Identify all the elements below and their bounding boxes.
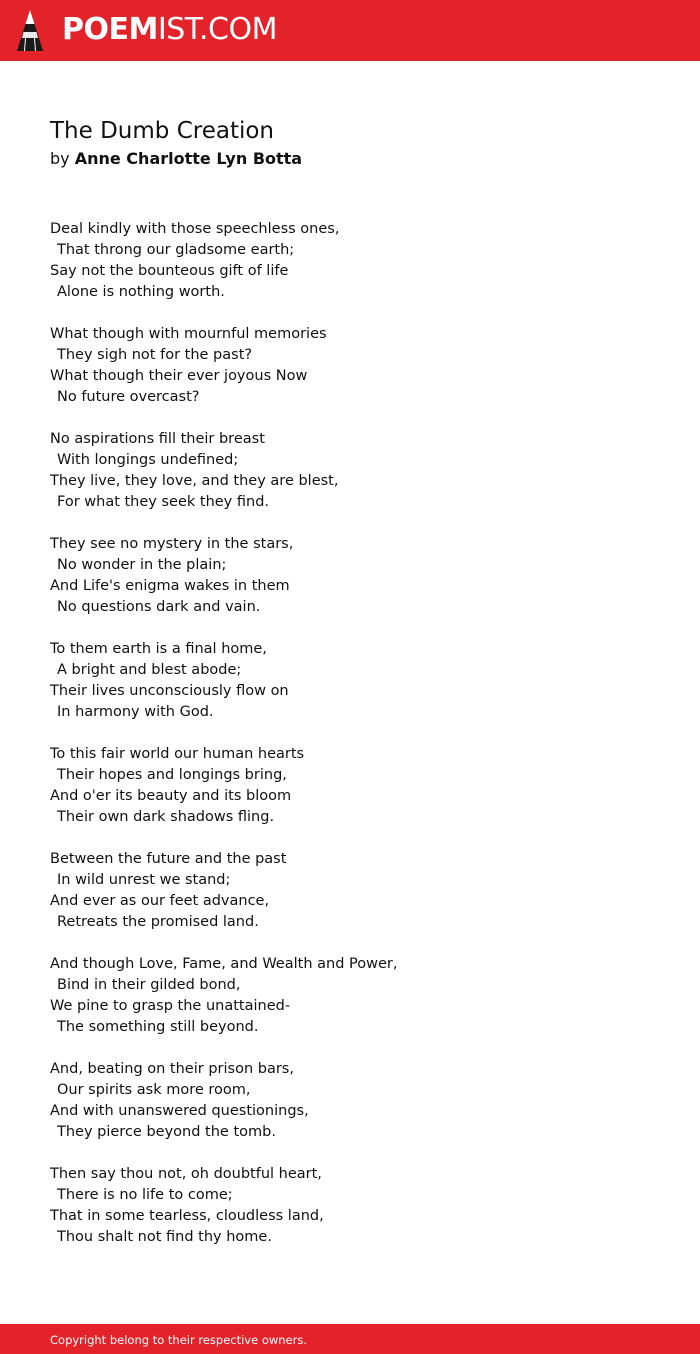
stanza (50, 954, 650, 1038)
poem-line: We pine to grasp the unattained- (50, 998, 291, 1014)
poem-line: Their own dark shadows fling. (57, 809, 275, 825)
byline-prefix: by (50, 149, 70, 168)
poem-line: Bind in their gilded bond, (57, 977, 241, 993)
stanza (50, 429, 650, 513)
poem-line: There is no life to come; (57, 1187, 233, 1203)
poem-line: In wild unrest we stand; (57, 872, 231, 888)
poem-line: With longings undefined; (57, 452, 239, 468)
poem-line: They pierce beyond the tomb. (57, 1124, 276, 1140)
stanza (50, 639, 650, 723)
poem-line: Alone is nothing worth. (57, 284, 225, 300)
poem-line: No wonder in the plain; (57, 557, 227, 573)
site-header (0, 0, 700, 61)
stanza (50, 744, 650, 828)
poem-line: To them earth is a final home, (50, 641, 267, 657)
poem-line: They see no mystery in the stars, (50, 536, 294, 552)
poem-line: And, beating on their prison bars, (50, 1061, 294, 1077)
poem-line: And Life's enigma wakes in them (50, 578, 290, 594)
stanza (50, 1164, 650, 1248)
pencil-logo-icon (17, 10, 43, 51)
poem-line: To this fair world our human hearts (50, 746, 305, 762)
poem-line: And ever as our feet advance, (50, 893, 270, 909)
logo-bold-text: POEM (62, 12, 158, 47)
stanza (50, 324, 650, 408)
poem-line: Their lives unconsciously flow on (50, 683, 289, 699)
poem-line: They live, they love, and they are blest, (50, 473, 339, 489)
poem-line: In harmony with God. (57, 704, 214, 720)
poem-line: No future overcast? (57, 389, 200, 405)
poem-line: And o'er its beauty and its bloom (50, 788, 292, 804)
poem-line: Retreats the promised land. (57, 914, 259, 930)
stanza (50, 534, 650, 618)
poem-line: What though their ever joyous Now (50, 368, 308, 384)
poem-line: That throng our gladsome earth; (57, 242, 295, 258)
poem-line: Between the future and the past (50, 851, 287, 867)
poem-author: Anne Charlotte Lyn Botta (74, 149, 303, 168)
poem-line: Deal kindly with those speechless ones, (50, 221, 340, 237)
poem-line: And with unanswered questionings, (50, 1103, 309, 1119)
poem-line: Their hopes and longings bring, (57, 767, 287, 783)
poem-body (50, 219, 650, 1269)
poem-line: Say not the bounteous gift of life (50, 263, 289, 279)
poem-line: That in some tearless, cloudless land, (50, 1208, 324, 1224)
poem-line: The something still beyond. (57, 1019, 259, 1035)
poem-title: The Dumb Creation (50, 118, 275, 144)
stanza (50, 1059, 650, 1143)
stanza (50, 219, 650, 303)
poem-line: Our spirits ask more room, (57, 1082, 251, 1098)
site-footer (0, 1324, 700, 1354)
poem-line: Thou shalt not find thy home. (57, 1229, 272, 1245)
poem-line: What though with mournful memories (50, 326, 327, 342)
poem-line: No aspirations fill their breast (50, 431, 265, 447)
poem-line: No questions dark and vain. (57, 599, 261, 615)
stanza (50, 849, 650, 933)
poem-byline (50, 149, 302, 169)
poem-line: Then say thou not, oh doubtful heart, (50, 1166, 322, 1182)
poem-line: A bright and blest abode; (57, 662, 242, 678)
logo-light-text: IST.COM (157, 12, 277, 47)
poem-line: And though Love, Fame, and Wealth and Power, (50, 956, 398, 972)
poem-line: For what they seek they find. (57, 494, 270, 510)
site-logo[interactable] (62, 12, 277, 48)
copyright-notice: Copyright belong to their respective owners. (50, 1333, 308, 1347)
poem-line: They sigh not for the past? (57, 347, 253, 363)
